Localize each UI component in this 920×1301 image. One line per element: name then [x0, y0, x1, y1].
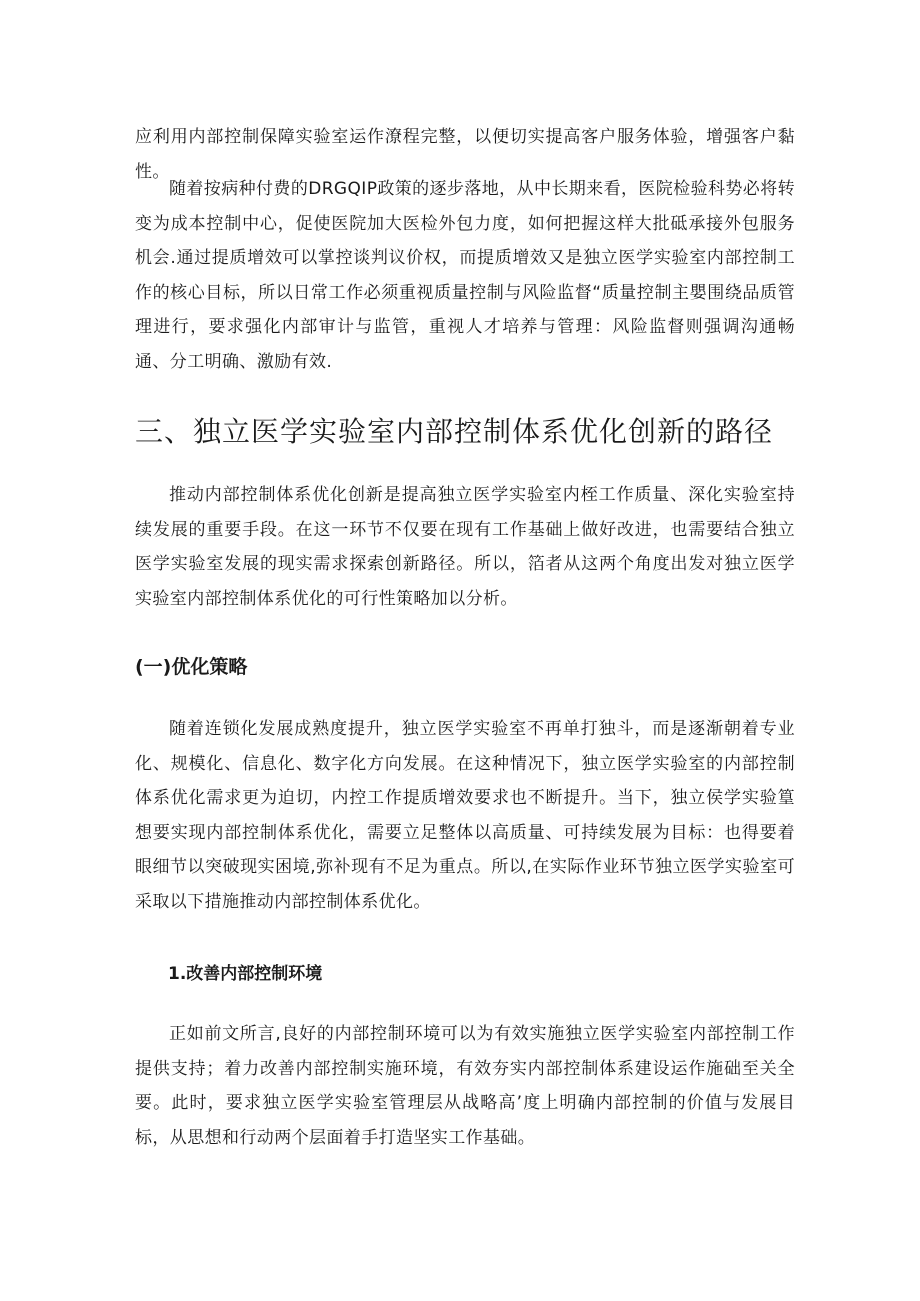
item-heading-control-environment: 1.改善内部控制环境 — [168, 964, 323, 984]
paragraph-chain-development: 随着连锁化发展成熟度提升，独立医学实验室不再单打独斗，而是逐渐朝着专业化、规模化、信息化、数字化方向发展。在这种情况下，独立医学实验室的内部控制体系优化需求更为迫切，内控工作提质增效要求也不断提升。当下，独立侯学实验篁想要实现内部控制体系优化，需要立足整体以高质量、可持续发展为目标：也得要着眼细节以突破现实困境,弥补现有不足为重点。所以,在实际作业环节独立医学实验室可采取以下措施推动内部控制体系优化。 — [135, 719, 795, 912]
paragraph-control-environment: 正如前文所言,良好的内部控制环境可以为有效实施独立医学实验室内部控制工作提供支持；着力改善内部控制实施环境，有效夯实内部控制体系建设运作施础至关全要。此时，要求独立医学实验室管理层从战略高’度上明确内部控制的价值与发展目标，从思想和行动两个层面着手打造坚实工作基础。 — [135, 1024, 795, 1148]
paragraph-continuation: 应利用内部控制保障实验室运作潦程完整，以便切实提高客户服务体验，增强客户黏性。 — [135, 127, 795, 182]
section-heading-3: 三、独立医学实验室内部控制体系优化创新的路径 — [135, 415, 774, 448]
sub-heading-optimization-strategy: (一)优化策略 — [135, 656, 248, 678]
paragraph-optimization-intro: 推动内部控制体系优化创新是提高独立医学实验室内桎工作质量、深化实验室持续发展的重要手段。在这一环节不仅要在现有工作基础上做好改进，也需要结合独立医学实验室发展的现实需求探索创新路径。所以，箔者从这两个角度出发对独立医学实验室内部控制体系优化的可行性策略加以分析。 — [135, 485, 795, 609]
paragraph-drg-policy: 随着按病种付费的DRGQIP政策的逐步落地，从中长期来看，医院检验科势必将转变为成本控制中心，促使医院加大医检外包力度，如何把握这样大批砥承接外包服务机会.通过提质增效可以掌控谈判议价权，而提质增效又是独立医学实验室内部控制工作的核心目标，所以日常工作必须重视质量控制与风险监督“质量控制主嬰围绕品质管理进行，要求强化内部审计与监管，重视人才培养与管理：风险监督则强调沟通畅通、分工明确、激励有效. — [135, 179, 795, 372]
